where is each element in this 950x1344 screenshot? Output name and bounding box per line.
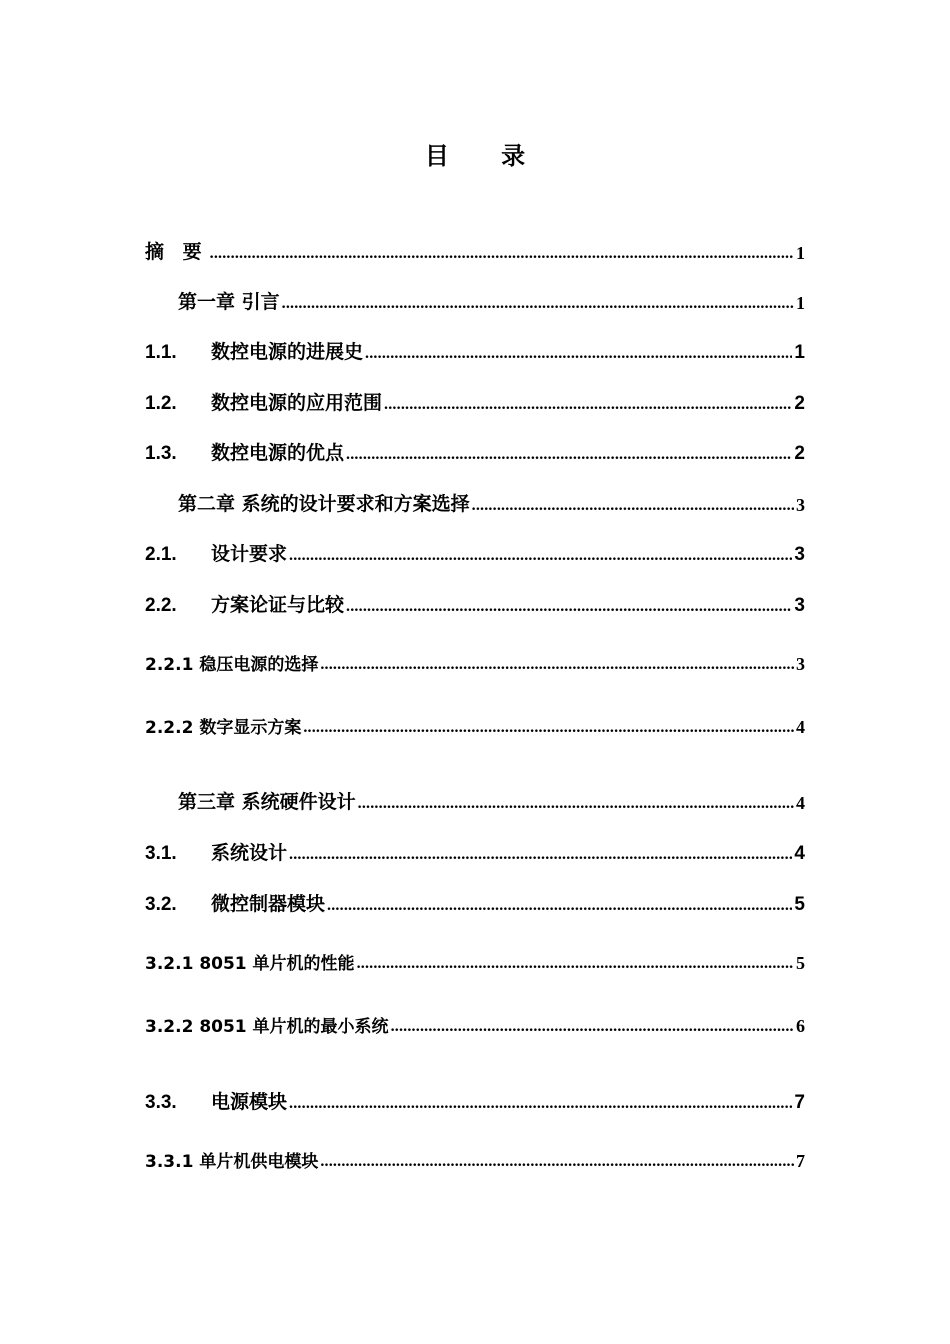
toc-page-number: 4 [796, 793, 805, 813]
dot-leader [303, 718, 794, 738]
toc-page-number: 7 [796, 1151, 805, 1171]
toc-page-number: 5 [796, 953, 805, 973]
toc-entry-text: 电源模块 [211, 1091, 288, 1113]
toc-entry-3-3-1[interactable] [145, 1146, 805, 1172]
toc-page-number: 6 [796, 1016, 805, 1036]
dot-leader [289, 845, 792, 865]
dot-leader [384, 395, 792, 415]
toc-page-number: 1 [796, 293, 805, 313]
toc-entry-text: 第三章 系统硬件设计 [178, 791, 356, 813]
toc-section-number: 1.3. [145, 443, 177, 464]
dot-leader [320, 1152, 794, 1172]
toc-entry-chapter-1[interactable] [178, 288, 805, 314]
toc-page-number: 3 [794, 595, 805, 616]
dot-leader [391, 1017, 794, 1037]
toc-entry-text: 第一章 引言 [178, 291, 280, 313]
dot-leader [365, 344, 792, 364]
toc-entry-text: 第二章 系统的设计要求和方案选择 [178, 493, 470, 515]
toc-page-number: 4 [796, 717, 805, 737]
toc-entry-1-1[interactable] [145, 338, 805, 364]
toc-entry-text: 3.2.2 8051 单片机的最小系统 [145, 1017, 389, 1037]
toc-entry-text: 设计要求 [211, 543, 288, 565]
toc-page-number: 2 [794, 393, 805, 414]
toc-page-number: 7 [794, 1092, 805, 1113]
dot-leader [472, 496, 794, 516]
toc-entry-1-2[interactable] [145, 389, 805, 415]
dot-leader [282, 294, 794, 314]
toc-section-number: 1.1. [145, 342, 177, 363]
toc-section-number: 3.2. [145, 894, 177, 915]
dot-leader [358, 794, 794, 814]
toc-page-number: 1 [796, 243, 805, 263]
dot-leader [320, 655, 794, 675]
dot-leader [346, 445, 792, 465]
toc-entry-2-1[interactable] [145, 540, 805, 566]
toc-entry-chapter-3[interactable] [178, 788, 805, 814]
dot-leader [210, 244, 794, 264]
toc-entry-text: 方案论证与比较 [211, 594, 345, 616]
dot-leader [346, 597, 792, 617]
toc-entry-text: 2.2.2 数字显示方案 [145, 718, 302, 738]
toc-entry-1-3[interactable] [145, 439, 805, 465]
toc-page-number: 2 [794, 443, 805, 464]
toc-entry-text: 微控制器模块 [211, 893, 326, 915]
toc-section-number: 1.2. [145, 393, 177, 414]
toc-entry-3-3[interactable] [145, 1088, 805, 1114]
toc-entry-3-2[interactable] [145, 890, 805, 916]
toc-section-number: 3.3. [145, 1092, 177, 1113]
dot-leader [289, 546, 792, 566]
toc-page-number: 3 [794, 544, 805, 565]
dot-leader [289, 1094, 792, 1114]
toc-entry-chapter-2[interactable] [178, 490, 805, 516]
toc-page-number: 4 [794, 843, 805, 864]
toc-entry-3-2-2[interactable] [145, 1011, 805, 1037]
toc-page-number: 3 [796, 495, 805, 515]
toc-entry-2-2[interactable] [145, 591, 805, 617]
toc-entry-3-2-1[interactable] [145, 948, 805, 974]
toc-entry-2-2-2[interactable] [145, 712, 805, 738]
toc-page-number: 5 [794, 894, 805, 915]
toc-section-number: 2.1. [145, 544, 177, 565]
toc-entry-text: 数控电源的进展史 [211, 341, 364, 363]
toc-entry-text: 系统设计 [211, 842, 288, 864]
toc-section-number: 2.2. [145, 595, 177, 616]
toc-entry-abstract[interactable] [145, 238, 805, 264]
toc-section-number: 3.1. [145, 843, 177, 864]
page-title: 目 录 [424, 142, 548, 170]
toc-entry-text: 2.2.1 稳压电源的选择 [145, 655, 319, 675]
dot-leader [327, 896, 792, 916]
toc-entry-text: 摘 要 [145, 241, 208, 263]
toc-entry-text: 数控电源的应用范围 [211, 392, 383, 414]
toc-entry-text: 3.3.1 单片机供电模块 [145, 1152, 319, 1172]
toc-entry-text: 3.2.1 8051 单片机的性能 [145, 954, 355, 974]
toc-page-number: 3 [796, 654, 805, 674]
toc-page-number: 1 [794, 342, 805, 363]
toc-entry-3-1[interactable] [145, 839, 805, 865]
toc-entry-2-2-1[interactable] [145, 649, 805, 675]
dot-leader [357, 954, 794, 974]
toc-entry-text: 数控电源的优点 [211, 442, 345, 464]
